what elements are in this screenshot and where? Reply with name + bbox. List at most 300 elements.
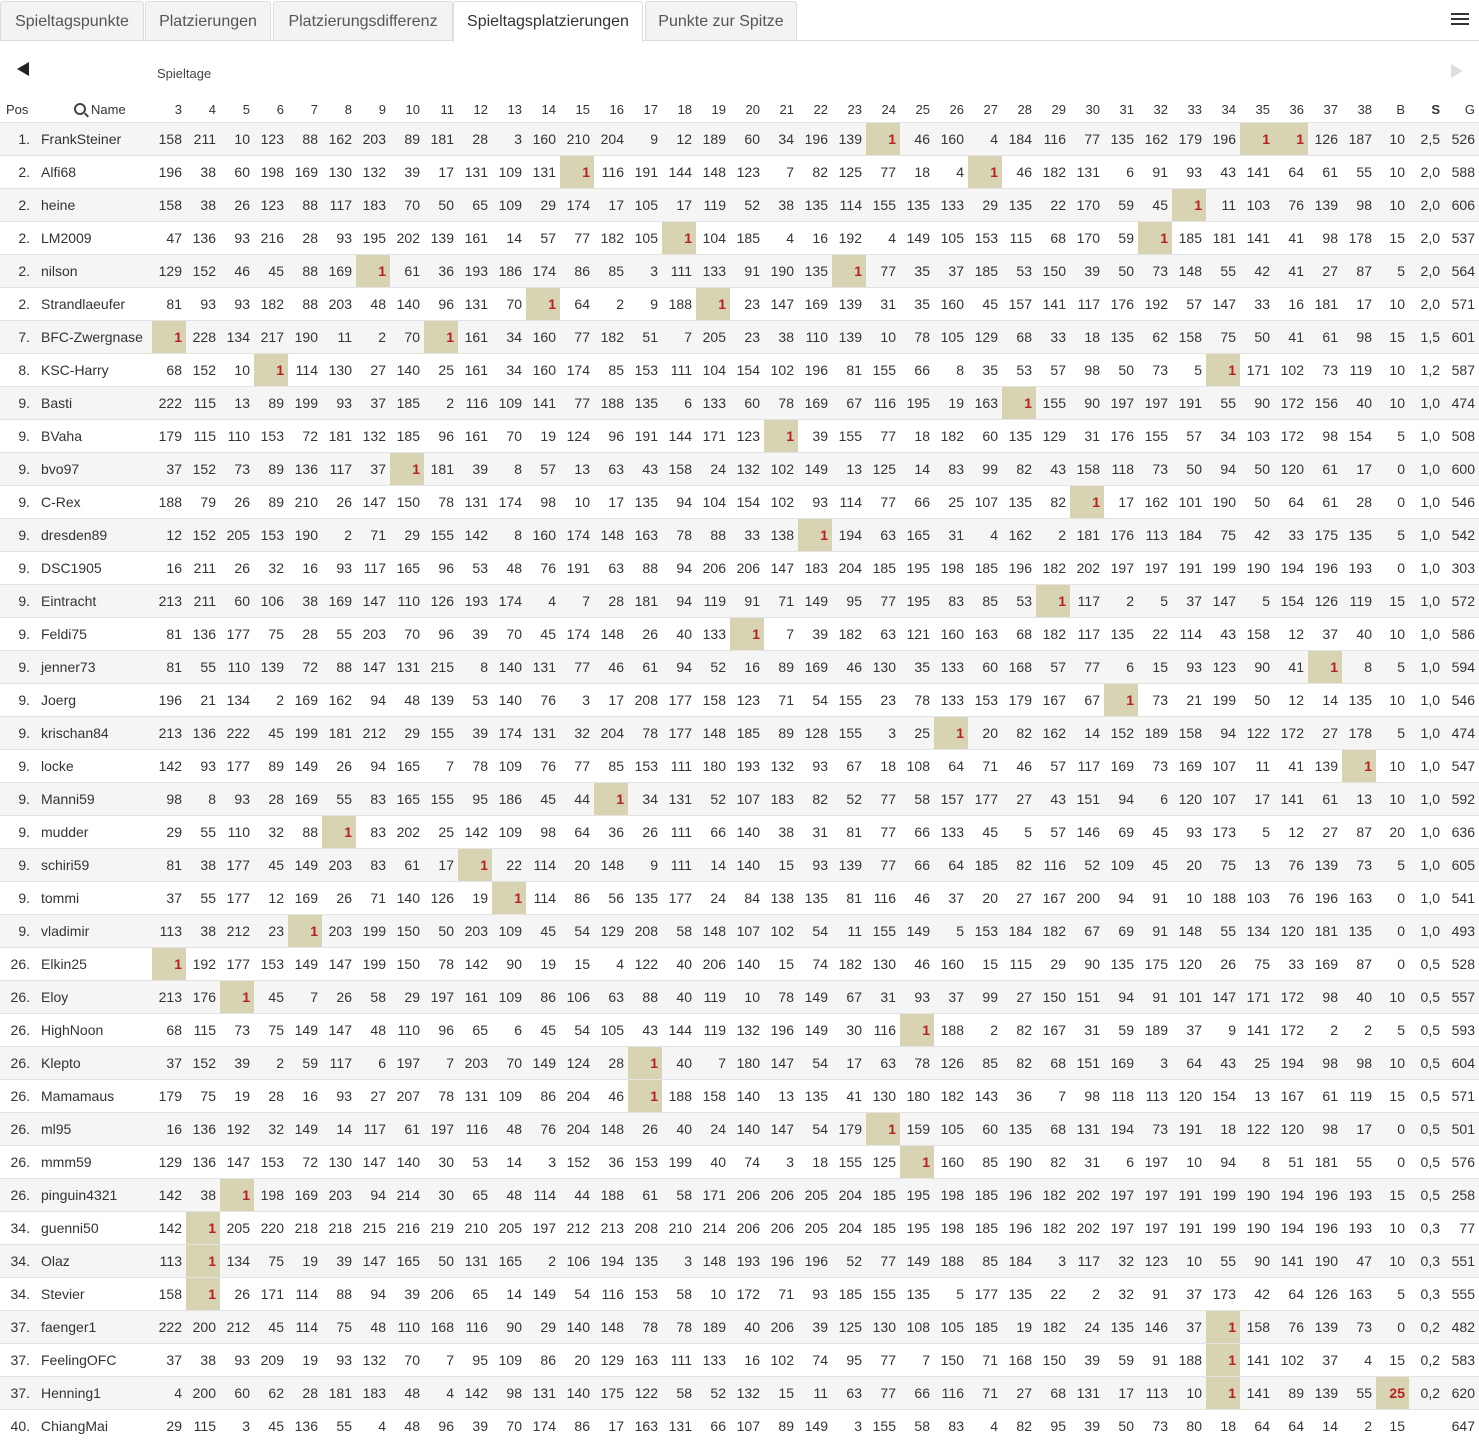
row-name[interactable]: ChiangMai: [34, 1410, 152, 1442]
row-name[interactable]: krischan84: [34, 717, 152, 750]
row-matchday-rank: 160: [526, 354, 560, 387]
row-matchday-rank: 76: [526, 552, 560, 585]
row-score: 1,0: [1409, 486, 1444, 519]
row-matchday-win: 1: [1342, 750, 1376, 783]
row-matchday-rank: 110: [220, 651, 254, 684]
row-matchday-rank: 179: [152, 1080, 186, 1113]
row-matchday-rank: 47: [1342, 1245, 1376, 1278]
tab-platzierungen[interactable]: Platzierungen: [145, 1, 271, 40]
tab-spieltagspunkte[interactable]: Spieltagspunkte: [0, 1, 144, 40]
row-matchday-rank: 131: [526, 717, 560, 750]
row-matchday-rank: 94: [1206, 1146, 1240, 1179]
header-matchday[interactable]: 3: [152, 96, 186, 123]
row-name[interactable]: Feldi75: [34, 618, 152, 651]
row-name[interactable]: LM2009: [34, 222, 152, 255]
row-matchday-rank: 194: [1274, 552, 1308, 585]
header-matchday[interactable]: 9: [356, 96, 390, 123]
row-name[interactable]: Klepto: [34, 1047, 152, 1080]
row-matchday-rank: 87: [1342, 816, 1376, 849]
row-matchday-rank: 197: [1138, 1146, 1172, 1179]
row-matchday-rank: 12: [254, 882, 288, 915]
row-total: 474: [1444, 387, 1479, 420]
row-bonus: 5: [1376, 420, 1409, 453]
row-matchday-rank: 122: [1240, 717, 1274, 750]
row-matchday-rank: 45: [1138, 189, 1172, 222]
row-matchday-rank: 182: [1036, 1179, 1070, 1212]
row-pos: 34.: [0, 1212, 34, 1245]
row-matchday-rank: 178: [1342, 717, 1376, 750]
row-matchday-rank: 190: [288, 321, 322, 354]
header-matchday[interactable]: 18: [662, 96, 696, 123]
row-name[interactable]: Elkin25: [34, 948, 152, 981]
row-matchday-rank: 39: [1070, 1344, 1104, 1377]
row-matchday-rank: 102: [764, 453, 798, 486]
header-matchday[interactable]: 32: [1138, 96, 1172, 123]
row-pos: 9.: [0, 882, 34, 915]
row-matchday-rank: 8: [934, 354, 968, 387]
row-name[interactable]: Strandlaeufer: [34, 288, 152, 321]
row-name[interactable]: vladimir: [34, 915, 152, 948]
row-bonus: 10: [1376, 288, 1409, 321]
row-matchday-rank: 175: [594, 1377, 628, 1410]
header-matchday[interactable]: 27: [968, 96, 1002, 123]
row-matchday-rank: 4: [866, 222, 900, 255]
header-matchday[interactable]: 5: [220, 96, 254, 123]
row-matchday-rank: 181: [1308, 288, 1342, 321]
row-name[interactable]: guenni50: [34, 1212, 152, 1245]
row-matchday-rank: 135: [1002, 486, 1036, 519]
row-matchday-rank: 126: [1308, 585, 1342, 618]
row-matchday-rank: 38: [288, 585, 322, 618]
row-matchday-rank: 177: [220, 750, 254, 783]
row-matchday-rank: 64: [560, 816, 594, 849]
row-matchday-rank: 19: [526, 420, 560, 453]
row-matchday-rank: 45: [254, 1311, 288, 1344]
row-matchday-rank: 195: [900, 552, 934, 585]
header-g[interactable]: G: [1444, 96, 1479, 123]
table-row: [0, 1080, 1479, 1113]
row-matchday-rank: 181: [424, 123, 458, 156]
row-matchday-rank: 4: [968, 519, 1002, 552]
row-matchday-rank: 3: [526, 1146, 560, 1179]
header-matchday[interactable]: 28: [1002, 96, 1036, 123]
row-pos: 26.: [0, 981, 34, 1014]
row-matchday-rank: 3: [492, 123, 526, 156]
header-matchday[interactable]: 14: [526, 96, 560, 123]
row-total: 528: [1444, 948, 1479, 981]
tab-platzierungsdifferenz[interactable]: Platzierungsdifferenz: [273, 1, 453, 40]
row-matchday-rank: 189: [696, 123, 730, 156]
header-name[interactable]: [34, 96, 152, 123]
row-matchday-rank: 37: [152, 453, 186, 486]
row-matchday-rank: 103: [1240, 882, 1274, 915]
row-matchday-rank: 41: [1274, 321, 1308, 354]
row-matchday-rank: 115: [1002, 948, 1036, 981]
row-matchday-rank: 153: [254, 519, 288, 552]
header-matchday[interactable]: 16: [594, 96, 628, 123]
header-matchday[interactable]: 34: [1206, 96, 1240, 123]
row-matchday-win: 1: [220, 981, 254, 1014]
row-matchday-rank: 2: [254, 1047, 288, 1080]
row-matchday-rank: 3: [764, 1146, 798, 1179]
row-matchday-rank: 50: [1240, 684, 1274, 717]
row-matchday-rank: 205: [798, 1179, 832, 1212]
row-matchday-rank: 78: [662, 519, 696, 552]
header-matchday[interactable]: 24: [866, 96, 900, 123]
row-matchday-rank: 139: [1308, 1311, 1342, 1344]
row-matchday-rank: 53: [1002, 585, 1036, 618]
row-name[interactable]: heine: [34, 189, 152, 222]
row-matchday-rank: 37: [152, 1047, 186, 1080]
row-name[interactable]: mudder: [34, 816, 152, 849]
row-name[interactable]: schiri59: [34, 849, 152, 882]
header-matchday[interactable]: 13: [492, 96, 526, 123]
row-matchday-rank: 139: [424, 684, 458, 717]
row-matchday-rank: 55: [186, 651, 220, 684]
row-matchday-rank: 57: [526, 222, 560, 255]
row-name[interactable]: dresden89: [34, 519, 152, 552]
row-matchday-rank: 12: [1274, 816, 1308, 849]
row-matchday-rank: 150: [390, 948, 424, 981]
row-matchday-rank: 138: [764, 882, 798, 915]
row-matchday-rank: 40: [696, 1146, 730, 1179]
row-total: 258: [1444, 1179, 1479, 1212]
row-matchday-win: 1: [390, 453, 424, 486]
row-matchday-rank: 73: [1342, 1311, 1376, 1344]
row-matchday-rank: 35: [968, 354, 1002, 387]
row-matchday-rank: 194: [832, 519, 866, 552]
row-matchday-rank: 133: [934, 684, 968, 717]
row-matchday-rank: 73: [1342, 849, 1376, 882]
row-name[interactable]: Manni59: [34, 783, 152, 816]
search-icon[interactable]: [74, 103, 86, 115]
row-matchday-rank: 206: [764, 1311, 798, 1344]
row-matchday-rank: 132: [356, 420, 390, 453]
row-matchday-rank: 148: [696, 156, 730, 189]
row-matchday-rank: 119: [696, 981, 730, 1014]
row-matchday-rank: 210: [662, 1212, 696, 1245]
row-name[interactable]: Joerg: [34, 684, 152, 717]
row-matchday-rank: 185: [968, 552, 1002, 585]
row-matchday-win: 1: [594, 783, 628, 816]
row-matchday-rank: 78: [900, 321, 934, 354]
row-matchday-rank: 38: [764, 816, 798, 849]
row-name[interactable]: Alfi68: [34, 156, 152, 189]
row-name[interactable]: Eloy: [34, 981, 152, 1014]
row-matchday-rank: 190: [1240, 552, 1274, 585]
row-matchday-rank: 44: [560, 783, 594, 816]
row-pos: 37.: [0, 1344, 34, 1377]
row-pos: 9.: [0, 420, 34, 453]
header-matchday[interactable]: 17: [628, 96, 662, 123]
row-matchday-rank: 188: [594, 387, 628, 420]
row-matchday-rank: 88: [628, 552, 662, 585]
row-matchday-rank: 148: [594, 618, 628, 651]
row-matchday-rank: 45: [254, 849, 288, 882]
row-matchday-rank: 122: [1240, 1113, 1274, 1146]
row-matchday-rank: 2: [526, 1245, 560, 1278]
row-matchday-rank: 169: [288, 882, 322, 915]
row-matchday-rank: 94: [1104, 882, 1138, 915]
row-matchday-win: 1: [662, 222, 696, 255]
row-name[interactable]: ml95: [34, 1113, 152, 1146]
row-matchday-rank: 178: [1342, 222, 1376, 255]
hamburger-icon[interactable]: [1451, 10, 1469, 28]
row-name[interactable]: mmm59: [34, 1146, 152, 1179]
row-matchday-rank: 77: [560, 750, 594, 783]
row-matchday-rank: 81: [832, 816, 866, 849]
row-matchday-rank: 165: [900, 519, 934, 552]
row-name[interactable]: Eintracht: [34, 585, 152, 618]
row-bonus: 20: [1376, 816, 1409, 849]
row-matchday-rank: 98: [1308, 1047, 1342, 1080]
header-matchday[interactable]: 7: [288, 96, 322, 123]
table-row: [0, 1377, 1479, 1410]
row-matchday-rank: 17: [1104, 486, 1138, 519]
row-matchday-rank: 86: [526, 1344, 560, 1377]
row-matchday-rank: 216: [390, 1212, 424, 1245]
row-pos: 9.: [0, 585, 34, 618]
row-matchday-rank: 17: [1342, 453, 1376, 486]
header-matchday[interactable]: 20: [730, 96, 764, 123]
header-s[interactable]: S: [1409, 96, 1444, 123]
header-matchday[interactable]: 10: [390, 96, 424, 123]
row-matchday-rank: 109: [492, 816, 526, 849]
row-pos: 26.: [0, 1146, 34, 1179]
row-matchday-rank: 147: [764, 552, 798, 585]
triangle-right-icon[interactable]: [1451, 64, 1463, 78]
header-matchday[interactable]: 21: [764, 96, 798, 123]
header-matchday[interactable]: 30: [1070, 96, 1104, 123]
row-matchday-rank: 140: [492, 684, 526, 717]
row-matchday-rank: 120: [1172, 783, 1206, 816]
row-matchday-rank: 176: [186, 981, 220, 1014]
row-matchday-rank: 2: [594, 288, 628, 321]
row-matchday-rank: 161: [458, 354, 492, 387]
row-name[interactable]: BFC-Zwergnase: [34, 321, 152, 354]
header-matchday[interactable]: 36: [1274, 96, 1308, 123]
row-matchday-rank: 27: [1002, 783, 1036, 816]
row-total: 546: [1444, 684, 1479, 717]
row-matchday-rank: 76: [1274, 882, 1308, 915]
row-matchday-rank: 103: [1240, 420, 1274, 453]
row-pos: 9.: [0, 783, 34, 816]
row-matchday-rank: 66: [696, 1410, 730, 1442]
row-matchday-rank: 93: [798, 1278, 832, 1311]
row-matchday-rank: 185: [968, 1212, 1002, 1245]
header-matchday[interactable]: 12: [458, 96, 492, 123]
row-matchday-rank: 158: [1070, 453, 1104, 486]
header-matchday[interactable]: 33: [1172, 96, 1206, 123]
row-matchday-rank: 135: [1104, 1311, 1138, 1344]
row-matchday-rank: 40: [662, 1113, 696, 1146]
row-matchday-rank: 19: [288, 1245, 322, 1278]
row-matchday-rank: 116: [866, 1014, 900, 1047]
header-matchday[interactable]: 19: [696, 96, 730, 123]
row-matchday-rank: 17: [1240, 783, 1274, 816]
row-matchday-rank: 140: [730, 849, 764, 882]
row-matchday-rank: 111: [662, 816, 696, 849]
header-matchday[interactable]: 31: [1104, 96, 1138, 123]
row-matchday-rank: 60: [968, 1113, 1002, 1146]
row-matchday-rank: 69: [1104, 816, 1138, 849]
row-matchday-rank: 98: [526, 816, 560, 849]
row-total: 572: [1444, 585, 1479, 618]
row-name[interactable]: faenger1: [34, 1311, 152, 1344]
row-matchday-rank: 123: [730, 156, 764, 189]
header-matchday[interactable]: 35: [1240, 96, 1274, 123]
row-name[interactable]: pinguin4321: [34, 1179, 152, 1212]
row-matchday-rank: 8: [492, 519, 526, 552]
row-matchday-rank: 77: [866, 1377, 900, 1410]
row-name[interactable]: KSC-Harry: [34, 354, 152, 387]
row-matchday-rank: 7: [696, 1047, 730, 1080]
row-matchday-rank: 88: [322, 1278, 356, 1311]
row-matchday-rank: 4: [526, 585, 560, 618]
row-matchday-rank: 16: [152, 1113, 186, 1146]
row-matchday-rank: 89: [764, 1410, 798, 1442]
header-matchday[interactable]: 23: [832, 96, 866, 123]
row-matchday-rank: 60: [220, 1377, 254, 1410]
header-matchday[interactable]: 26: [934, 96, 968, 123]
row-matchday-rank: 132: [764, 750, 798, 783]
row-name[interactable]: locke: [34, 750, 152, 783]
row-matchday-rank: 63: [832, 1377, 866, 1410]
row-matchday-rank: 18: [866, 750, 900, 783]
row-matchday-rank: 94: [356, 1278, 390, 1311]
row-matchday-rank: 43: [1206, 618, 1240, 651]
row-name[interactable]: bvo97: [34, 453, 152, 486]
row-name[interactable]: Henning1: [34, 1377, 152, 1410]
row-name[interactable]: HighNoon: [34, 1014, 152, 1047]
row-matchday-rank: 162: [1036, 717, 1070, 750]
row-name[interactable]: jenner73: [34, 651, 152, 684]
row-matchday-rank: 197: [1104, 1212, 1138, 1245]
row-matchday-rank: 29: [390, 981, 424, 1014]
row-matchday-rank: 37: [934, 255, 968, 288]
header-matchday[interactable]: 37: [1308, 96, 1342, 123]
row-matchday-rank: 149: [288, 1014, 322, 1047]
header-matchday[interactable]: 25: [900, 96, 934, 123]
row-matchday-rank: 40: [662, 948, 696, 981]
header-pos[interactable]: Pos: [0, 96, 34, 123]
row-name[interactable]: FeelingOFC: [34, 1344, 152, 1377]
row-matchday-rank: 147: [764, 1047, 798, 1080]
row-bonus: 10: [1376, 156, 1409, 189]
row-matchday-rank: 168: [1002, 651, 1036, 684]
row-name[interactable]: Basti: [34, 387, 152, 420]
row-pos: 9.: [0, 816, 34, 849]
row-matchday-rank: 206: [764, 1212, 798, 1245]
row-matchday-rank: 76: [526, 1113, 560, 1146]
row-matchday-rank: 152: [186, 453, 220, 486]
row-matchday-rank: 202: [1070, 552, 1104, 585]
header-matchday[interactable]: 22: [798, 96, 832, 123]
header-matchday[interactable]: 6: [254, 96, 288, 123]
row-matchday-rank: 93: [798, 486, 832, 519]
row-matchday-rank: 3: [628, 255, 662, 288]
row-matchday-rank: 46: [900, 882, 934, 915]
row-matchday-rank: 39: [458, 717, 492, 750]
row-name[interactable]: Olaz: [34, 1245, 152, 1278]
row-bonus: 25: [1376, 1377, 1409, 1410]
row-total: 303: [1444, 552, 1479, 585]
table-row: [0, 321, 1479, 354]
row-matchday-rank: 141: [1240, 1344, 1274, 1377]
row-matchday-rank: 26: [628, 1113, 662, 1146]
tab-spieltagsplatzierungen[interactable]: Spieltagsplatzierungen: [453, 1, 643, 42]
row-matchday-rank: 191: [560, 552, 594, 585]
row-matchday-rank: 93: [798, 849, 832, 882]
row-matchday-rank: 210: [560, 123, 594, 156]
row-matchday-rank: 193: [1342, 552, 1376, 585]
row-matchday-rank: 104: [696, 222, 730, 255]
header-matchday[interactable]: 15: [560, 96, 594, 123]
tab-punkte-zur-spitze[interactable]: Punkte zur Spitze: [645, 1, 797, 40]
row-matchday-rank: 140: [730, 816, 764, 849]
row-matchday-rank: 40: [1342, 981, 1376, 1014]
row-matchday-rank: 177: [220, 849, 254, 882]
row-matchday-rank: 7: [662, 321, 696, 354]
row-matchday-rank: 93: [186, 288, 220, 321]
row-matchday-rank: 130: [866, 1080, 900, 1113]
row-matchday-rank: 203: [356, 123, 390, 156]
row-name[interactable]: DSC1905: [34, 552, 152, 585]
row-matchday-rank: 85: [968, 585, 1002, 618]
row-matchday-rank: 12: [152, 519, 186, 552]
row-matchday-rank: 53: [458, 684, 492, 717]
row-name[interactable]: BVaha: [34, 420, 152, 453]
row-bonus: 0: [1376, 915, 1409, 948]
row-matchday-rank: 126: [424, 882, 458, 915]
row-name[interactable]: C-Rex: [34, 486, 152, 519]
header-matchday[interactable]: 38: [1342, 96, 1376, 123]
row-name[interactable]: Mamamaus: [34, 1080, 152, 1113]
row-matchday-rank: 37: [1308, 618, 1342, 651]
row-matchday-rank: 163: [968, 618, 1002, 651]
row-matchday-rank: 88: [288, 189, 322, 222]
row-name[interactable]: tommi: [34, 882, 152, 915]
row-matchday-rank: 200: [186, 1377, 220, 1410]
row-matchday-rank: 176: [1104, 420, 1138, 453]
row-matchday-rank: 15: [764, 948, 798, 981]
row-matchday-rank: 55: [322, 1410, 356, 1442]
header-matchday[interactable]: 8: [322, 96, 356, 123]
row-matchday-rank: 98: [1070, 354, 1104, 387]
row-matchday-rank: 3: [832, 1410, 866, 1442]
row-matchday-rank: 195: [356, 222, 390, 255]
header-b[interactable]: B: [1376, 96, 1409, 123]
triangle-left-icon[interactable]: [17, 62, 29, 76]
row-score: 0,5: [1409, 1047, 1444, 1080]
row-matchday-rank: 94: [1104, 981, 1138, 1014]
row-matchday-rank: 31: [1070, 1014, 1104, 1047]
row-matchday-rank: 131: [1070, 156, 1104, 189]
row-name[interactable]: nilson: [34, 255, 152, 288]
row-matchday-rank: 182: [1036, 552, 1070, 585]
row-matchday-rank: 114: [288, 1278, 322, 1311]
row-name[interactable]: Stevier: [34, 1278, 152, 1311]
row-matchday-rank: 43: [1206, 156, 1240, 189]
row-matchday-rank: 120: [1172, 948, 1206, 981]
row-matchday-rank: 148: [696, 915, 730, 948]
header-matchday[interactable]: 29: [1036, 96, 1070, 123]
row-name[interactable]: FrankSteiner: [34, 123, 152, 156]
row-matchday-rank: 140: [560, 1311, 594, 1344]
header-matchday[interactable]: 11: [424, 96, 458, 123]
row-matchday-rank: 140: [390, 288, 424, 321]
header-matchday[interactable]: 4: [186, 96, 220, 123]
